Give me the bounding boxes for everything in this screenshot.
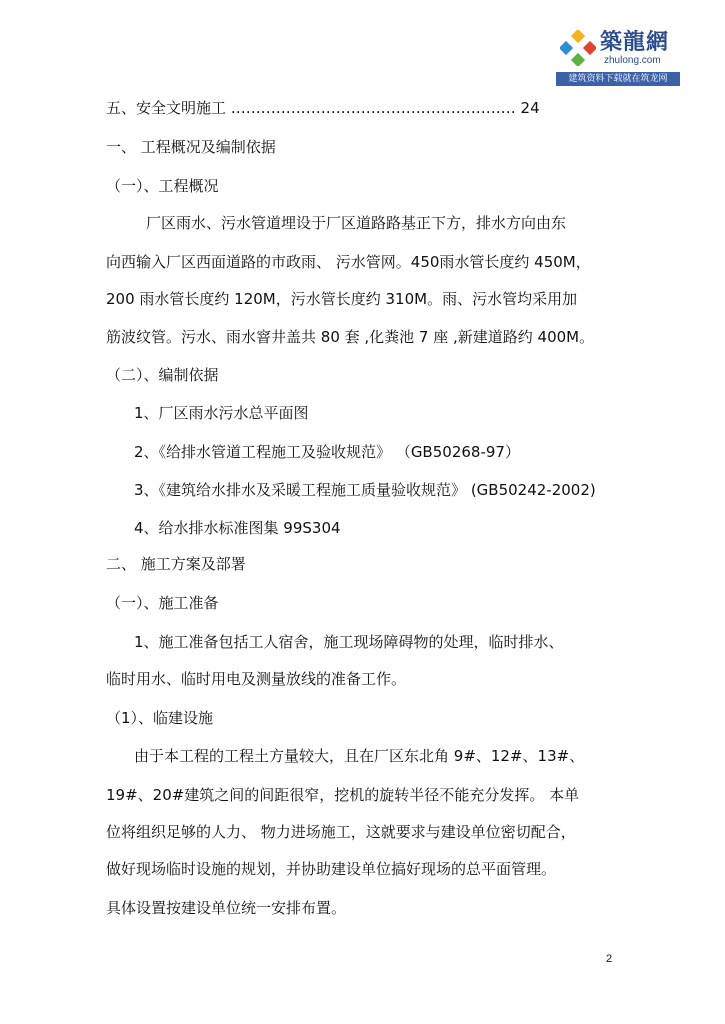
logo-url: zhulong.com [604,55,661,66]
paragraph-line: 200 雨水管长度约 120M，污水管长度约 310M。雨、污水管均采用加 [106,290,578,308]
zhulong-logo [556,24,680,88]
zhulong-logo-icon [560,30,596,66]
section-heading: 一、 工程概况及编制依据 [106,138,276,156]
paragraph-line: 1、施工准备包括工人宿舍，施工现场障碍物的处理，临时排水、 [134,633,564,651]
list-item: 2、《给排水管道工程施工及验收规范》 （GB50268-97） [134,443,520,461]
list-item: 3、《建筑给水排水及采暖工程施工质量验收规范》 (GB50242-2002) [134,481,596,499]
subsection-heading: （1）、临建设施 [106,709,214,727]
page-number: 2 [606,953,613,965]
paragraph-line: 位将组织足够的人力、 物力进场施工，这就要求与建设单位密切配合， [106,823,576,841]
toc-entry: 五、安全文明施工 ………………………………………………… 24 [106,99,540,117]
subsection-heading: （二）、编制依据 [106,366,219,384]
paragraph-line: 临时用水、临时用电及测量放线的准备工作。 [106,670,407,688]
logo-slogan: 建筑资料下载就在筑龙网 [556,72,680,86]
logo-title: 築龍網 [600,29,670,55]
list-item: 1、厂区雨水污水总平面图 [134,404,309,422]
subsection-heading: （一）、工程概况 [106,177,219,195]
subsection-heading: （一）、施工准备 [106,594,219,612]
paragraph-line: 厂区雨水、污水管道埋设于厂区道路路基正下方，排水方向由东 [146,214,567,232]
section-heading: 二、 施工方案及部署 [106,555,246,573]
list-item: 4、给水排水标准图集 99S304 [134,519,341,537]
paragraph-line: 具体设置按建设单位统一安排布置。 [106,899,347,917]
paragraph-line: 做好现场临时设施的规划，并协助建设单位搞好现场的总平面管理。 [106,860,557,878]
paragraph-line: 筋波纹管。污水、雨水窨井盖共 80 套 ,化粪池 7 座 ,新建道路约 400M。 [106,328,595,346]
paragraph-line: 向西输入厂区西面道路的市政雨、 污水管网。450雨水管长度约 450M， [106,253,591,271]
paragraph-line: 由于本工程的工程土方量较大，且在厂区东北角 9#、12#、13#、 [134,747,585,765]
paragraph-line: 19#、20#建筑之间的间距很窄，挖机的旋转半径不能充分发挥。 本单 [106,786,580,804]
